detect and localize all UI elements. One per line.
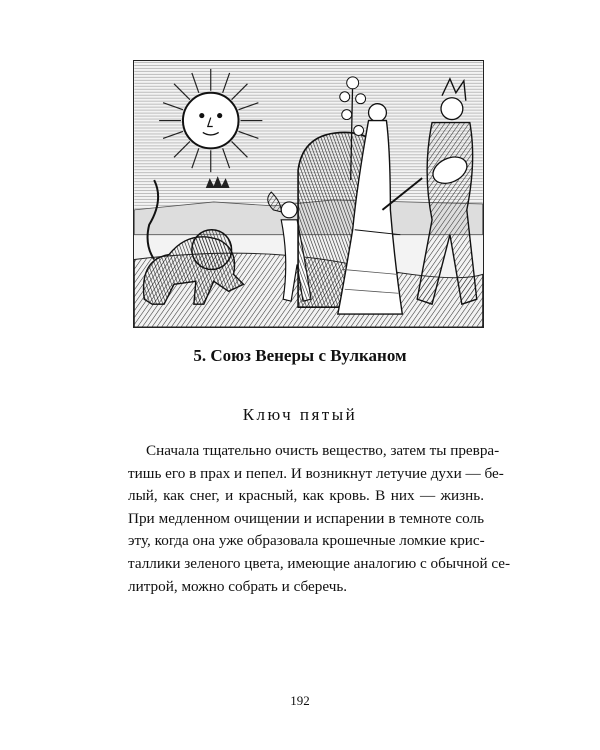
illustration-caption: 5. Союз Венеры с Вулканом xyxy=(193,346,407,365)
chapter-title: Ключ пятый xyxy=(242,405,358,424)
text-line: Сначала тщательно очисть вещество, затем ты преврa- xyxy=(146,442,500,459)
page-number: 192 xyxy=(290,693,310,708)
text-line: эту, когда она уже образовала крошечные ломкие крис- xyxy=(128,532,485,550)
text-line: литрой, можно собрать и сберечь. xyxy=(128,577,348,595)
sun-with-face xyxy=(159,69,262,172)
text-line: лый, как снег, и красный, как кровь. В них — жизнь. xyxy=(128,487,484,505)
body-paragraph xyxy=(128,440,511,598)
engraving-illustration xyxy=(133,60,484,328)
text-line: таллики зеленого цвета, имеющие аналогию с обычной се- xyxy=(128,554,511,572)
text-line: тишь его в прах и пепел. И возникнут летучие духи — бе- xyxy=(128,464,504,482)
text-line: При медленном очищении и испарении в темноте соль xyxy=(128,509,484,527)
engraving-drawing xyxy=(134,61,483,327)
